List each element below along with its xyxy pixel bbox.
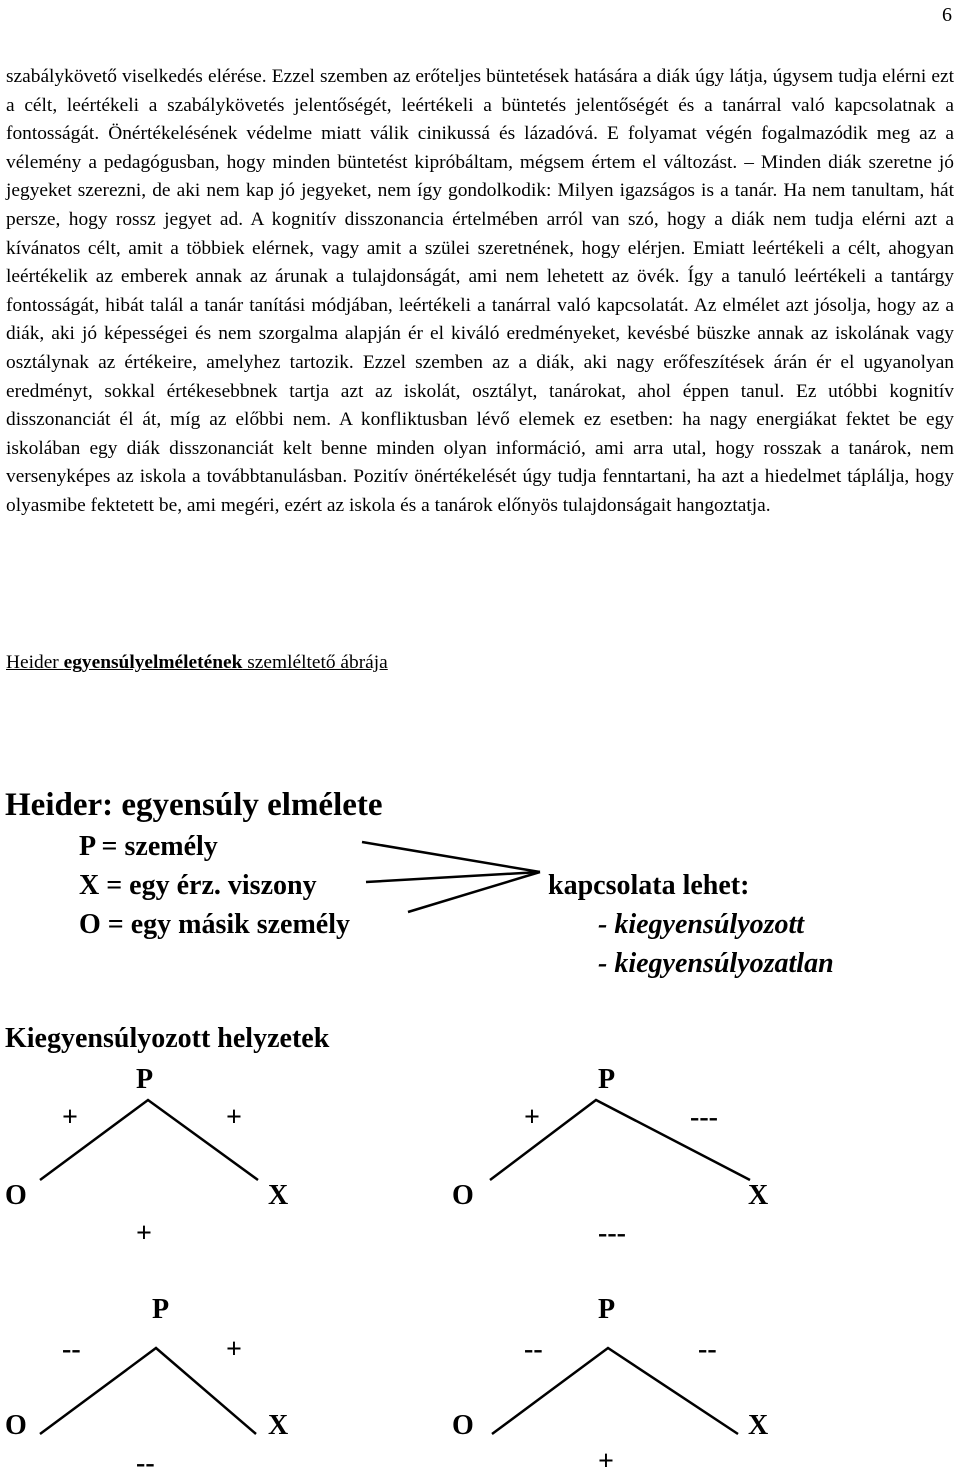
t1-sign-po: + [62,1102,78,1133]
t3-label-x: X [268,1410,289,1441]
t4-sign-px: -- [698,1334,717,1365]
t2-label-p: P [598,1064,616,1095]
figure-caption [6,652,388,674]
caption-prefix: Heider [6,652,64,673]
t4-sign-ox: + [598,1446,614,1477]
definition-p: P = személy [79,831,218,862]
relation-option-unbalanced: - kiegyensúlyozatlan [598,948,834,979]
t3-sign-ox: -- [136,1448,155,1479]
t1-sign-px: + [226,1102,242,1133]
t4-label-o: O [452,1410,474,1441]
definition-o: O = egy másik személy [79,909,351,940]
t4-label-x: X [748,1410,769,1441]
t3-sign-po: -- [62,1334,81,1365]
t3-label-o: O [5,1410,27,1441]
slide-title: Heider: egyensúly elmélete [5,787,383,823]
caption-suffix: szemléltető ábrája [242,652,388,673]
t4-label-p: P [598,1294,616,1325]
relation-label: kapcsolata lehet: [548,870,750,901]
connector-line-p [362,842,540,872]
t2-label-x: X [748,1180,769,1211]
page-number: 6 [942,4,952,26]
t2-sign-po: + [524,1102,540,1133]
t3-label-p: P [152,1294,170,1325]
t1-label-o: O [5,1180,27,1211]
heider-diagram [0,780,960,1479]
body-paragraph: szabálykövető viselkedés elérése. Ezzel szemben az erőteljes büntetések hatására a diák úgy látja, úgysem tudja elérni ezt a célt, leértékeli a szabálykövetés jelentőségét, leértékeli a büntetés jelentőségét és a tanárral való kapcsolatnak a fontosságát. Önértékelésének védelme miatt válik cinikussá és lázadóvá. E folyamat végén fogalmazódik meg az a vélemény a pedagógusban, hogy minden büntetést kipróbáltam, mégsem értem el változást. – Minden diák szeretne jó jegyeket szerezni, de aki nem kap jó jegyeket, nem így gondolkodik: Milyen igazságos is a tanár. Ha nem tanultam, hát persze, hogy rossz jegyet ad. A kognitív disszonancia értelmében arról van szó, hogy a diák nem tudja elérni azt a kívánatos célt, amit a többiek elérnek, vagy amit a szülei szeretnének, hogy elérjen. Emiatt leértékeli a célt, ahogyan leértékelik az emberek annak az árunak a tulajdonságát, ami nem lehetett az övék. Így a tanuló leértékeli a tantárgy fontosságát, hibát talál a tanár tanítási módjában, leértékeli a tanárral való kapcsolatát. Az elmélet azt jósolja, hogy az a diák, aki jó képességei és nem szorgalma alapján ér el kiváló eredményeket, kevésbé büszke annak az iskolának vagy osztálynak az értékeire, amelyhez tartozik. Ezzel szemben az a diák, aki nagy erőfeszítések árán ér el ugyanolyan eredményt, sokkal értékesebbnek tartja azt az iskolát, osztályt, tanárokat, ahol éppen tanul. Ez utóbbi kognitív disszonanciát él át, míg az előbbi nem. A konfliktusban lévő elemek ez esetben: ha nagy energiákat fektet be egy iskolában egy diák disszonanciát kelt benne minden olyan információ, ami arra utal, hogy rosszak a tanárok, nem versenyképes az iskola a továbbtanulásban. Pozitív önértékelését úgy tudja fenntartani, ha azt a hiedelmet táplálja, hogy olyasmibe fektetett be, ami megéri, ezért az iskola és a tanárok előnyös tulajdonságait hangoztatja. [6,66,954,516]
definition-x: X = egy érz. viszony [79,870,317,901]
t2-sign-px: --- [690,1102,718,1133]
t2-label-o: O [452,1180,474,1211]
t4-sign-po: -- [524,1334,543,1365]
relation-option-balanced: - kiegyensúlyozott [598,909,805,940]
t1-label-p: P [136,1064,154,1095]
caption-bold-term: egyensúlyelméletének [63,652,243,673]
t1-label-x: X [268,1180,289,1211]
section-title: Kiegyensúlyozott helyzetek [5,1023,330,1054]
t3-sign-px: + [226,1334,242,1365]
t2-sign-ox: --- [598,1218,626,1249]
t1-sign-ox: + [136,1218,152,1249]
